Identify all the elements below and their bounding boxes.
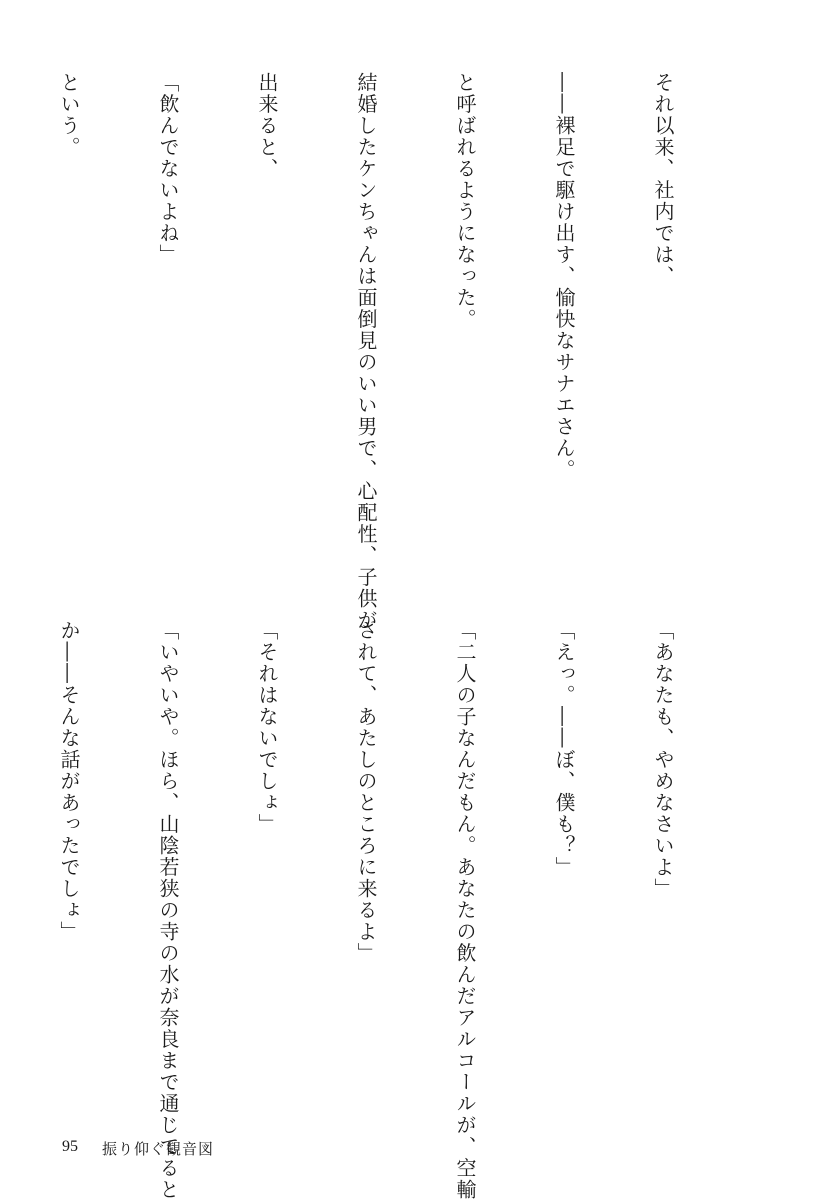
text-column: 「いやいや。ほら、山陰若狭の寺の水が奈良まで通じてると bbox=[156, 620, 180, 1201]
text-column: 「二人の子なんだもん。あなたの飲んだアルコールが、空輸 bbox=[453, 620, 477, 1201]
text-column: ――裸足で駆け出す、愉快なサナエさん。 bbox=[552, 72, 576, 481]
text-column: 出来ると、 bbox=[255, 72, 279, 180]
text-column: 「飲んでないよね」 bbox=[156, 72, 180, 266]
text-column: 「えっ。――ぼ、僕も？」 bbox=[552, 620, 576, 878]
top-text-block bbox=[57, 72, 745, 631]
text-column: それ以来、社内では、 bbox=[651, 72, 675, 287]
text-column: という。 bbox=[57, 72, 81, 158]
text-column: 「それはないでしょ」 bbox=[255, 620, 279, 835]
text-column: 「あなたも、やめなさいよ」 bbox=[651, 620, 675, 900]
page-footer bbox=[0, 1138, 820, 1162]
text-column: か――そんな話があったでしょ」 bbox=[57, 620, 81, 943]
text-column: と呼ばれるようになった。 bbox=[453, 72, 477, 330]
page-number: 95 bbox=[62, 1138, 78, 1155]
running-title: 振り仰ぐ観音図 bbox=[102, 1140, 215, 1158]
text-column: 結婚したケンちゃんは面倒見のいい男で、心配性、子供が bbox=[354, 72, 378, 631]
text-column: されて、あたしのところに来るよ」 bbox=[354, 620, 378, 964]
